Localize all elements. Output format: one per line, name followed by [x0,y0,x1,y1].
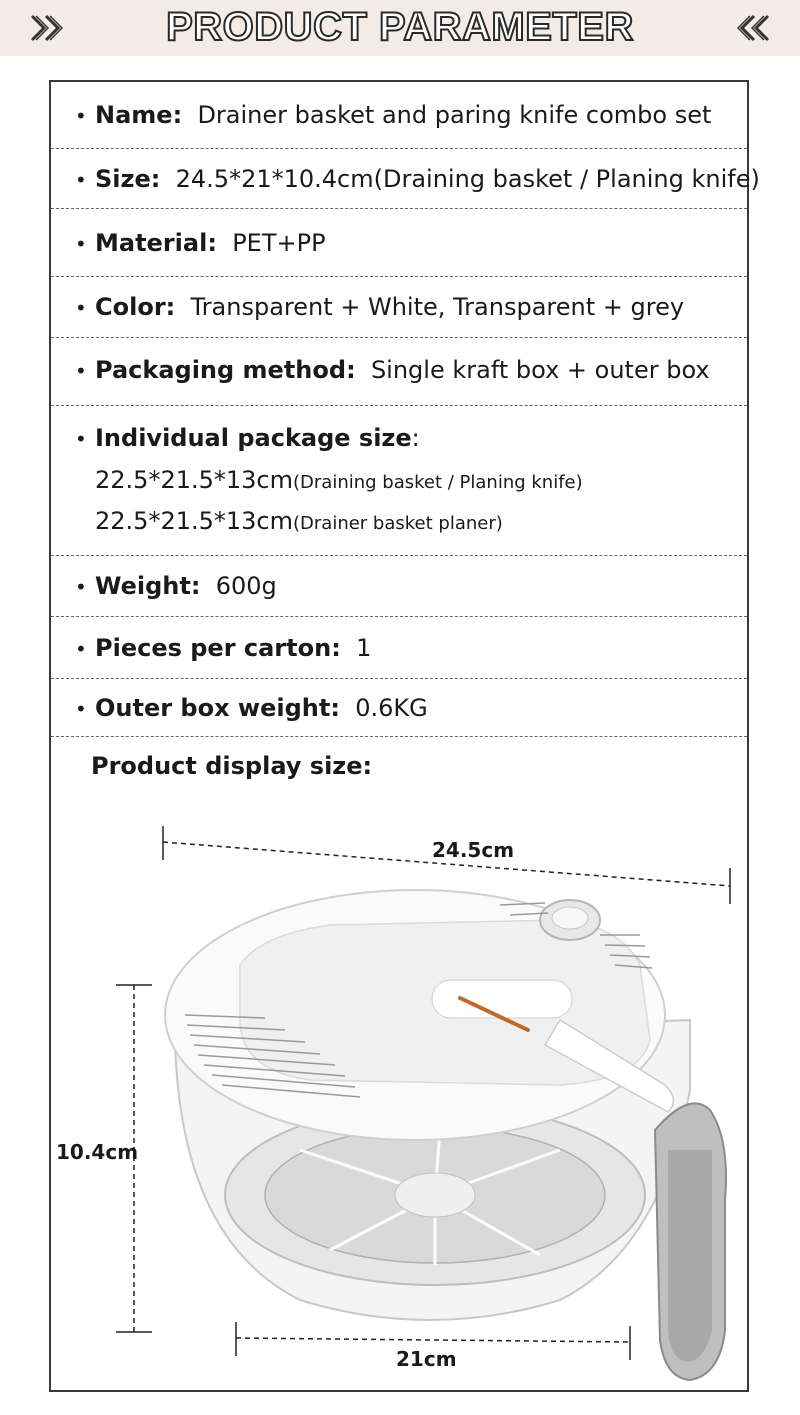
param-label: Name [95,101,173,129]
param-label: Packaging method [95,356,347,384]
param-row-package-size: • Individual package size: 22.5*21.5*13cm(Draining basket / Planing knife) 22.5*21.5*13cm(Drainer basket planer) [51,406,747,556]
param-row-name: • Name: Drainer basket and paring knife combo set [51,82,747,149]
height-label: 10.4cm [56,1140,139,1164]
package-size-line-2: 22.5*21.5*13cm(Drainer basket planer) [95,507,503,535]
param-row-weight: • Weight: 600g [51,556,747,617]
bullet-icon: • [75,697,87,721]
package-size-line-1: 22.5*21.5*13cm(Draining basket / Planing knife) [95,466,583,494]
bullet-icon: • [75,104,87,128]
page-title: PRODUCT PARAMETER [166,5,634,49]
bullet-icon: • [75,427,87,451]
bullet-icon: • [75,637,87,661]
param-value: 600g [215,572,277,600]
bullet-icon: • [75,575,87,599]
param-label: Material [95,229,208,257]
param-label: Weight [95,572,191,600]
knife-handle [655,1103,726,1380]
param-row-material: • Material: PET+PP [51,209,747,277]
param-value: Drainer basket and paring knife combo set [197,101,712,129]
param-row-pieces: • Pieces per carton: 1 [51,617,747,679]
param-label: Color [95,293,166,321]
product-display-title: Product display size: [91,752,373,780]
param-value: Transparent + White, Transparent + grey [190,293,685,321]
param-row-color: • Color: Transparent + White, Transparent + grey [51,277,747,338]
width-label: 24.5cm [432,838,515,862]
param-value: 1 [356,634,372,662]
depth-label: 21cm [396,1347,457,1371]
bullet-icon: • [75,232,87,256]
param-value: Single kraft box + outer box [370,356,710,384]
param-value: PET+PP [232,229,326,257]
bullet-icon: • [75,296,87,320]
param-label: Size [95,165,151,193]
param-row-size: • Size: 24.5*21*10.4cm(Draining basket / Planing knife) [51,149,747,209]
param-row-packaging: • Packaging method: Single kraft box + outer box [51,338,747,406]
param-label: Individual package size [95,424,412,452]
param-row-outer-weight: • Outer box weight: 0.6KG [51,679,747,737]
param-label: Pieces per carton [95,634,332,662]
bullet-icon: • [75,168,87,192]
param-value: 24.5*21*10.4cm(Draining basket / Planing knife) [175,165,760,193]
bullet-icon: • [75,359,87,383]
param-label: Outer box weight [95,694,331,722]
param-value: 0.6KG [355,694,428,722]
